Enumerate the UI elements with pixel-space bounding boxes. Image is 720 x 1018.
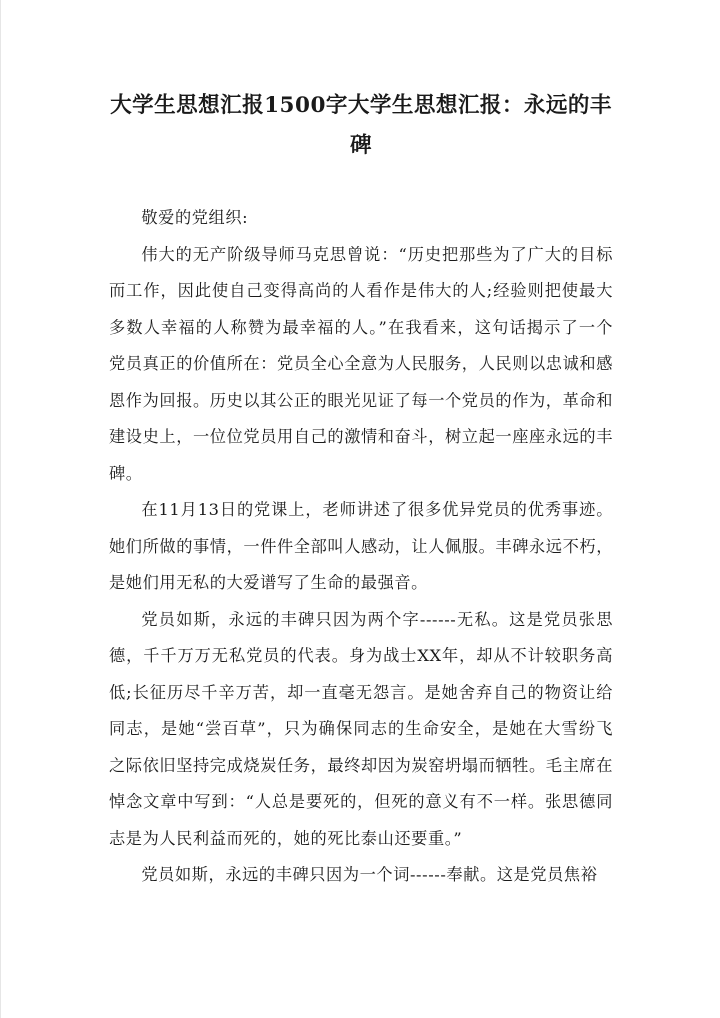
document-body: [109, 200, 613, 894]
document-title: 大学生思想汇报1500字大学生思想汇报：永远的丰碑: [110, 93, 612, 158]
salutation: 敬爱的党组织:: [141, 208, 249, 227]
paragraph-4: 党员如斯，永远的丰碑只因为一个词------奉献。这是党员焦裕: [141, 865, 598, 884]
paragraph-3: 党员如斯，永远的丰碑只因为两个字------无私。这是党员张思德，千千万万无私党员的代表。身为战士XX年，却从不计较职务高低;长征历尽千辛万苦，却一直毫无怨言。是她舍弃自己的物资让给同志，是她“尝百草”，只为确保同志的生命安全，是她在大雪纷飞之际依旧坚持完成烧炭任务，最终却因为炭窑坍塌而牺牲。毛主席在悼念文章中写到：“人总是要死的，但死的意义有不一样。张思德同志是为人民利益而死的，她的死比泰山还要重。”: [109, 609, 613, 848]
paragraph-1: 伟大的无产阶级导师马克思曾说：“历史把那些为了广大的目标而工作，因此使自己变得高尚的人看作是伟大的人;经验则把使最大多数人幸福的人称赞为最幸福的人。”在我看来，这句话揭示了一个党员真正的价值所在：党员全心全意为人民服务，人民则以忠诚和感恩作为回报。历史以其公正的眼光见证了每一个党员的作为，革命和建设史上，一位位党员用自己的激情和奋斗，树立起一座座永远的丰碑。: [109, 244, 613, 483]
paragraph-2: 在11月13日的党课上，老师讲述了很多优异党员的优秀事迹。她们所做的事情，一件件全部叫人感动，让人佩服。丰碑永远不朽，是她们用无私的大爱谱写了生命的最强音。: [109, 500, 613, 592]
